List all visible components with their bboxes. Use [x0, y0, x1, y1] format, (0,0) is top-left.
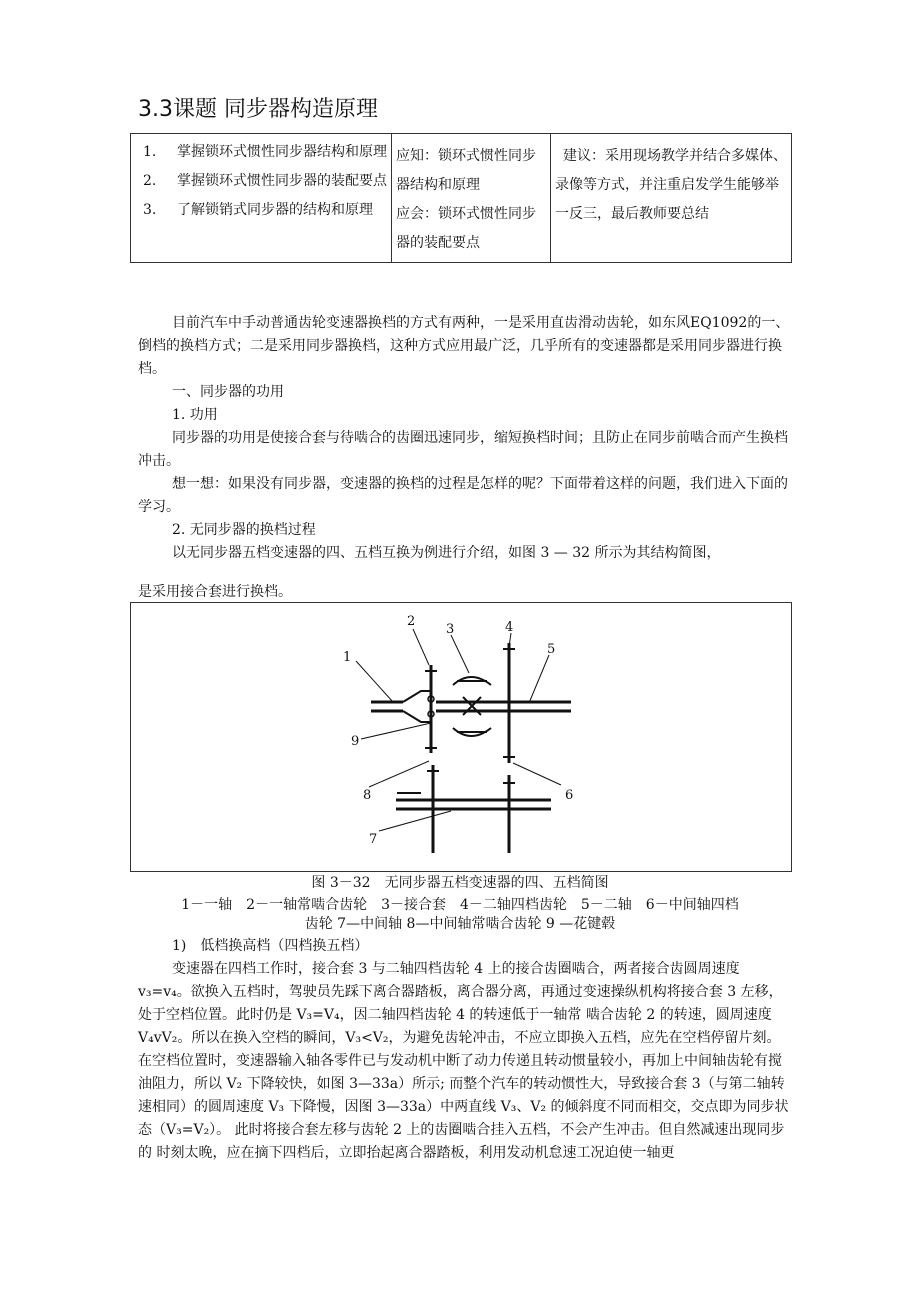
fig-label-5: 5	[547, 642, 556, 657]
subsection-heading: 1) 低档换高档（四档换五档）	[172, 938, 369, 954]
know-text: 应知：锁环式惯性同步器结构和原理	[396, 148, 536, 193]
goal-item: 1. 掌握锁环式惯性同步器结构和原理	[143, 144, 387, 160]
goal-item: 2. 掌握锁环式惯性同步器的装配要点	[143, 173, 387, 189]
gearbox-diagram	[131, 603, 791, 871]
goal-item: 3. 了解锁销式同步器的结构和原理	[143, 202, 373, 218]
goals-cell	[131, 134, 392, 263]
paragraph: 同步器的功用是使接合套与待啮合的齿圈迅速同步，缩短换档时间；且防止在同步前啮合而产生换档冲击。	[138, 430, 788, 469]
knowledge-cell	[392, 134, 551, 263]
figure-legend: 齿轮 7—中间轴 8—中间轴常啮合齿轮 9 —花键毂	[304, 916, 616, 932]
paragraph: 以无同步器五档变速器的四、五档互换为例进行介绍，如图 3 — 32 所示为其结构简图，	[172, 545, 721, 561]
page-title: 3.3课题 同步器构造原理	[138, 97, 378, 122]
advice-cell	[551, 134, 792, 263]
advice-text: 建议：采用现场教学并结合多媒体、录像等方式，并注重启发学生能够举一反三，最后教师要总结	[555, 148, 787, 222]
fig-label-6: 6	[565, 788, 574, 803]
section-heading: 一、同步器的功用	[172, 384, 284, 400]
fig-label-7: 7	[369, 832, 378, 847]
fig-label-1: 1	[343, 650, 352, 665]
paragraph: 变速器在四档工作时，接合套 3 与二轴四档齿轮 4 上的接合齿圈啮合，两者接合齿圆周速度 v₃=v₄。欲换入五档时，驾驶员先踩下离合器踏板，离合器分离，再通过变速操纵机构将接合套 3 左移，处于空档位置。此时仍是 V₃=V₄，因二轴四档齿轮 4 的转速低于一轴常 啮合齿轮 2 的转速，圆周速度 V₄vV₂。所以在换入空档的瞬间，V₃<V₂，为避免齿轮冲击，不应立即换入五档，应先在空档停留片刻。在空档位置时，变速器输入轴各零件已与发动机中断了动力传递且转动惯量较小，再加上中间轴齿轮有搅油阻力，所以 V₂ 下降较快，如图 3—33a）所示; 而整个汽车的转动惯性大，导致接合套 3（与第二轴转速相同）的圆周速度 V₃ 下降慢，因图 3—33a）中两直线 V₃、V₂ 的倾斜度不同而相交，交点即为同步状态（V₃=V₂）。 此时将接合套左移与齿轮 2 上的齿圈啮合挂入五档，不会产生冲击。但自然减速出现同步的 时刻太晚，应在摘下四档后，立即抬起离合器踏板，利用发动机怠速工况迫使一轴更	[138, 961, 789, 1161]
paragraph: 目前汽车中手动普通齿轮变速器换档的方式有两种，一是采用直齿滑动齿轮，如东风EQ1092的一、倒档的换档方式；二是采用同步器换档，这种方式应用最广泛，几乎所有的变速器都是采用同步器进行换档。	[138, 315, 790, 377]
subsection-heading: 1. 功用	[172, 407, 218, 423]
figure-legend: 1－一轴 2－一轴常啮合齿轮 3－接合套 4－二轴四档齿轮 5－二轴 6－中间轴四档	[181, 897, 739, 913]
can-text: 应会：锁环式惯性同步器的装配要点	[396, 206, 536, 251]
figure-caption: 图 3－32 无同步器五档变速器的四、五档简图	[311, 875, 609, 891]
paragraph: 想一想：如果没有同步器，变速器的换档的过程是怎样的呢？下面带着这样的问题，我们进入下面的学习。	[138, 476, 788, 515]
fig-label-2: 2	[407, 614, 416, 629]
fig-label-4: 4	[505, 620, 514, 635]
fig-label-8: 8	[363, 788, 372, 803]
fig-label-3: 3	[446, 622, 455, 637]
figure-box	[130, 602, 792, 872]
paragraph: 是采用接合套进行换档。	[138, 584, 292, 600]
fig-label-9: 9	[351, 734, 360, 749]
subsection-heading: 2. 无同步器的换档过程	[172, 522, 316, 538]
objectives-table	[130, 133, 792, 263]
